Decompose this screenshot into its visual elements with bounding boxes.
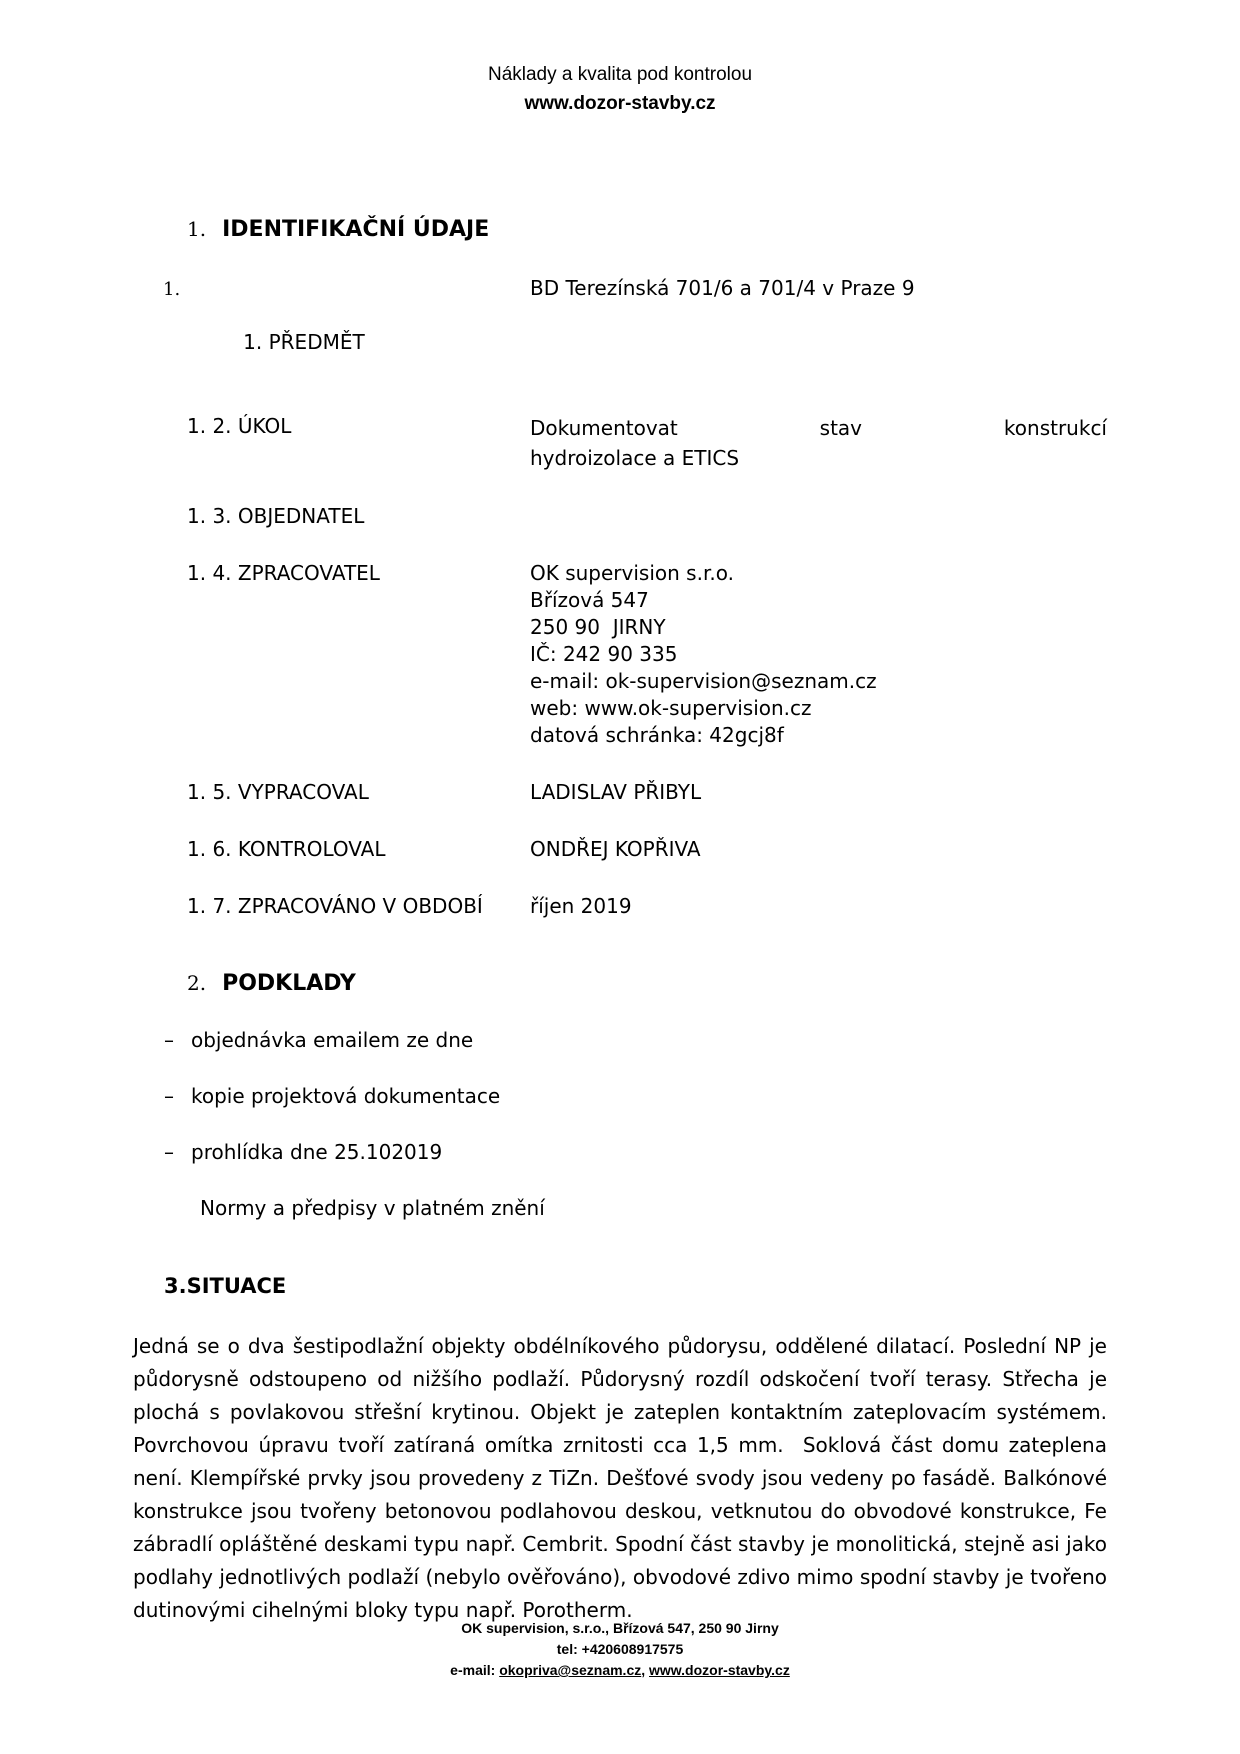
list-marker: 1. xyxy=(163,279,181,300)
footer-company-line: OK supervision, s.r.o., Břízová 547, 250 90 Jirny xyxy=(461,1620,779,1636)
field-row-kontroloval xyxy=(133,836,1107,863)
list-item-text: objednávka emailem ze dne xyxy=(191,1028,474,1052)
field-label-zpracovano: 1. 7. ZPRACOVÁNO V OBDOBÍ xyxy=(187,894,483,918)
field-row-objednatel xyxy=(133,503,1107,530)
footer-website-link[interactable]: www.dozor-stavby.cz xyxy=(649,1662,790,1678)
letterhead xyxy=(0,0,1240,118)
section-1-heading xyxy=(133,214,1107,245)
field-row-vypracoval xyxy=(133,779,1107,806)
situace-paragraph: Jedná se o dva šestipodlažní objekty obdélníkového půdorysu, oddělené dilatací. Poslední NP je půdorysně odstoupeno od nižšího podlaží. Půdorysný rozdíl odskočení tvoří terasy. Střecha je plochá s povlakovou střešní krytinou. Objekt je zateplen kontaktním zateplovacím systémem. Povrchovou úpravu tvoří zatíraná omítka zrnitosti cca 1,5 mm. Soklová část domu zateplena není. Klempířské prvky jsou provedeny z TiZn. Dešťové svody jsou vedeny po fasádě. Balkónové konstrukce jsou tvořeny betonovou podlahovou deskou, vetknutou do obvodové konstrukce, Fe zábradlí opláštěné deskami typu např. Cembrit. Spodní část stavby je monolitická, stejně asi jako podlahy jednotlivých podlaží (nebylo ověřováno), obvodové zdivo mimo spodní stavby je tvořeno dutinovými cihelnými bloky typu např. Porotherm. xyxy=(133,1334,1114,1622)
list-item xyxy=(133,1027,1107,1054)
list-item xyxy=(133,1083,1107,1110)
section-2-number: 2. xyxy=(187,971,207,995)
field-row-zpracovatel xyxy=(133,560,1107,749)
field-value-predmet: BD Terezínská 701/6 a 701/4 v Praze 9 xyxy=(530,276,915,300)
company-address-block xyxy=(530,560,1107,749)
field-value-zpracovano: říjen 2019 xyxy=(530,894,632,918)
list-item-text: kopie projektová dokumentace xyxy=(191,1084,501,1108)
section-1-title: IDENTIFIKAČNÍ ÚDAJE xyxy=(222,217,490,242)
field-label-zpracovatel: 1. 4. ZPRACOVATEL xyxy=(187,561,380,585)
field-value-ukol-line2: hydroizolace a ETICS xyxy=(530,446,740,470)
company-city: 250 90 JIRNY xyxy=(530,615,666,639)
section-2-heading xyxy=(133,968,1107,999)
section-2-title: PODKLADY xyxy=(222,971,356,996)
field-value-kontroloval: ONDŘEJ KOPŘIVA xyxy=(530,837,701,861)
list-item-text: prohlídka dne 25.102019 xyxy=(191,1140,443,1164)
footer-separator: , xyxy=(641,1662,650,1678)
field-row-zpracovano xyxy=(133,893,1107,920)
field-label-kontroloval: 1. 6. KONTROLOVAL xyxy=(187,837,386,861)
company-street: Břízová 547 xyxy=(530,588,649,612)
norms-note: Normy a předpisy v platném znění xyxy=(200,1196,545,1220)
section-1-number: 1. xyxy=(187,217,207,241)
document-body xyxy=(133,214,1114,1627)
footer-email-label: e-mail: xyxy=(450,1662,500,1678)
letterhead-website: www.dozor-stavby.cz xyxy=(524,93,716,114)
footer-phone-line: tel: +420608917575 xyxy=(556,1641,684,1657)
company-databox: datová schránka: 42gcj8f xyxy=(530,723,784,747)
field-value-ukol-line1: Dokumentovat stav konstrukcí xyxy=(530,416,1107,440)
field-value-vypracoval: LADISLAV PŘIBYL xyxy=(530,780,702,804)
field-row-predmet xyxy=(133,275,1107,383)
field-label-vypracoval: 1. 5. VYPRACOVAL xyxy=(187,780,369,804)
field-label-ukol: 1. 2. ÚKOL xyxy=(187,414,292,438)
footer-email-link[interactable]: okopriva@seznam.cz xyxy=(499,1662,642,1678)
footer-links-line xyxy=(0,1660,1240,1681)
dash-bullet: – xyxy=(164,1084,174,1108)
field-label-objednatel: 1. 3. OBJEDNATEL xyxy=(187,504,365,528)
dash-bullet: – xyxy=(164,1028,174,1052)
field-value-objednatel-empty xyxy=(530,503,1107,530)
dash-bullet: – xyxy=(164,1140,174,1164)
field-label-predmet: 1. PŘEDMĚT xyxy=(243,330,365,354)
company-email: e-mail: ok-supervision@seznam.cz xyxy=(530,669,877,693)
company-web: web: www.ok-supervision.cz xyxy=(530,696,812,720)
field-row-ukol xyxy=(133,413,1107,473)
section-3-heading: 3.SITUACE xyxy=(164,1274,287,1298)
company-name: OK supervision s.r.o. xyxy=(530,561,734,585)
page-footer xyxy=(0,1618,1240,1681)
letterhead-tagline: Náklady a kvalita pod kontrolou xyxy=(487,64,753,85)
list-item xyxy=(133,1139,1107,1166)
company-ic: IČ: 242 90 335 xyxy=(530,642,678,666)
